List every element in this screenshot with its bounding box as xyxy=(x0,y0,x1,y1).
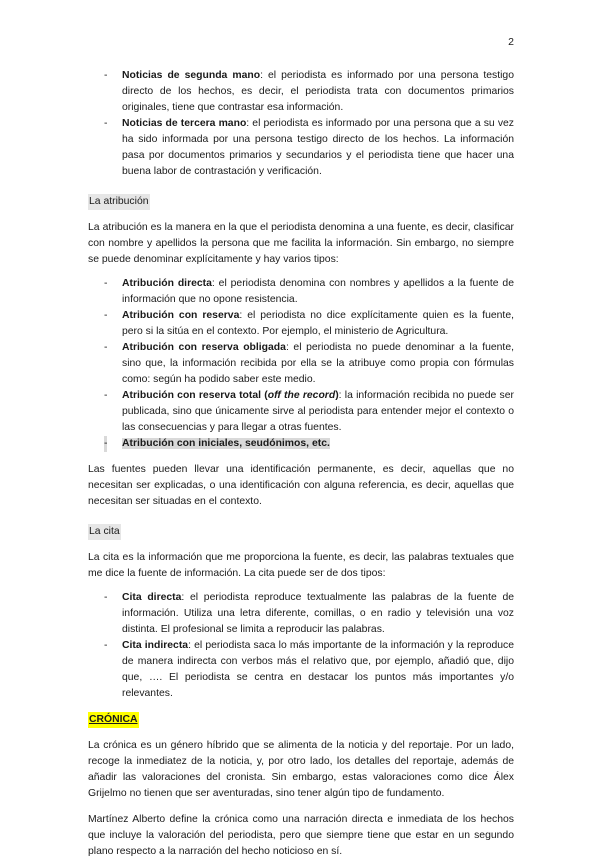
bullet-marker: - xyxy=(104,592,108,603)
list-item-term: Cita directa xyxy=(122,592,182,603)
paragraph-atribucion-intro: La atribución es la manera en la que el periodista denomina a una fuente, es decir, clasificar con nombre y apellidos la persona que me facilita la información. Sin embargo, no siempre se puede denominar explícitamente y hay varios tipos: xyxy=(88,222,514,265)
bullet-marker: - xyxy=(104,70,108,81)
list-item-text: : el periodista es informado por una persona que a su vez ha sido informada por una persona testigo directo de los hechos. La información pasa por documentos primarios y secundarios y el periodista tiene que hacer una buena labor de contrastación y verificación. xyxy=(122,118,514,177)
paragraph-atribucion-outro: Las fuentes pueden llevar una identificación permanente, es decir, aquellas que no necesitan ser explicadas, o una identificación con alguna referencia, es decir, aquellas que necesitan ser situadas en el contexto. xyxy=(88,464,514,507)
list-item xyxy=(88,116,514,180)
list-item-term: Atribución directa xyxy=(122,278,212,289)
list-item-term: Cita indirecta xyxy=(122,640,189,651)
list-item-term: Atribución con iniciales, seudónimos, etc. xyxy=(122,438,330,449)
list-item-text: : el periodista denomina con nombres y apellidos a la fuente de información que no opone resistencia. xyxy=(122,278,514,305)
list-item xyxy=(88,590,514,638)
list-item-text: : el periodista no dice explícitamente quien es la fuente, pero si la sitúa en el contexto. Por ejemplo, el ministerio de Agricultura. xyxy=(122,310,514,337)
bullet-marker: - xyxy=(104,342,108,353)
list-item-term-start: Atribución con reserva total ( xyxy=(122,390,268,401)
paragraph-cronica-2: Martínez Alberto define la crónica como una narración directa e inmediata de los hechos que incluye la valoración del periodista, pero que siempre tiene que estar en un segundo plano respecto a la narración del hecho noticioso en sí. xyxy=(88,814,514,857)
list-item-term-italic: off the record xyxy=(267,390,336,401)
list-item-term-end: ) xyxy=(335,390,339,401)
list-item-term xyxy=(122,390,339,401)
list-item xyxy=(88,340,514,388)
list-item-term: Noticias de segunda mano xyxy=(122,70,261,81)
list-item xyxy=(88,388,514,436)
paragraph-cronica-1: La crónica es un género híbrido que se alimenta de la noticia y del reportaje. Por un lado, recoge la inmediatez de la noticia, y, por otro lado, los detalles del reportaje, además de añadir las valoraciones del cronista. Sin embargo, estas valoraciones como dice Álex Grijelmo no tienen que ser aventuradas, sino tener algún tipo de fundamento. xyxy=(88,740,514,799)
list-item-text: : el periodista reproduce textualmente las palabras de la fuente de información. Utiliza una letra diferente, comillas, o en radio y televisión una voz distinta. El profesional se limita a reproducir las palabras. xyxy=(122,592,514,635)
bullet-marker: - xyxy=(104,278,108,289)
list-item xyxy=(88,308,514,340)
list-item-term: Atribución con reserva xyxy=(122,310,240,321)
section-heading-cronica: CRÓNICA xyxy=(88,712,139,728)
bullet-marker: - xyxy=(104,310,108,321)
bullet-marker: - xyxy=(104,436,107,452)
cita-list xyxy=(88,590,514,702)
list-item xyxy=(88,276,514,308)
bullet-marker: - xyxy=(104,118,108,129)
list-item xyxy=(88,436,514,452)
bullet-marker: - xyxy=(104,640,108,651)
list-item-text: : el periodista saca lo más importante de la información y la reproduce de manera indirecta con verbos más el relativo que, por ejemplo, añadió que, dijo que, …. El periodista se centra en destacar los puntos más importantes y/o relevantes. xyxy=(122,640,515,699)
list-item-term: Atribución con reserva obligada xyxy=(122,342,286,353)
paragraph-cita-intro: La cita es la información que me proporciona la fuente, es decir, las palabras textuales que me dice la fuente de información. La cita puede ser de dos tipos: xyxy=(88,552,514,579)
list-item xyxy=(88,638,514,702)
list-item-text: : el periodista no puede denominar a la fuente, sino que, la información recibida por ella se la atribuye como propia con fórmulas como: según ha podido saber este medio. xyxy=(122,342,514,385)
atribucion-list xyxy=(88,276,514,452)
list-item-text: : el periodista es informado por una persona testigo directo de los hechos, es decir, el periodista trata con documentos primarios originales, tiene que contrastar esa información. xyxy=(122,70,514,113)
page-number: 2 xyxy=(508,36,514,48)
section-heading-cita: La cita xyxy=(88,524,121,540)
bullet-marker: - xyxy=(104,390,108,401)
list-item-text: : la información recibida no puede ser publicada, sino que únicamente sirve al periodista para entender mejor el contexto o las consecuencias y para llegar a otras fuentes. xyxy=(122,390,514,433)
list-item xyxy=(88,68,514,116)
section-heading-atribucion: La atribución xyxy=(88,194,150,210)
document-body xyxy=(88,68,514,860)
list-item-term: Noticias de tercera mano xyxy=(122,118,247,129)
source-types-list xyxy=(88,68,514,180)
